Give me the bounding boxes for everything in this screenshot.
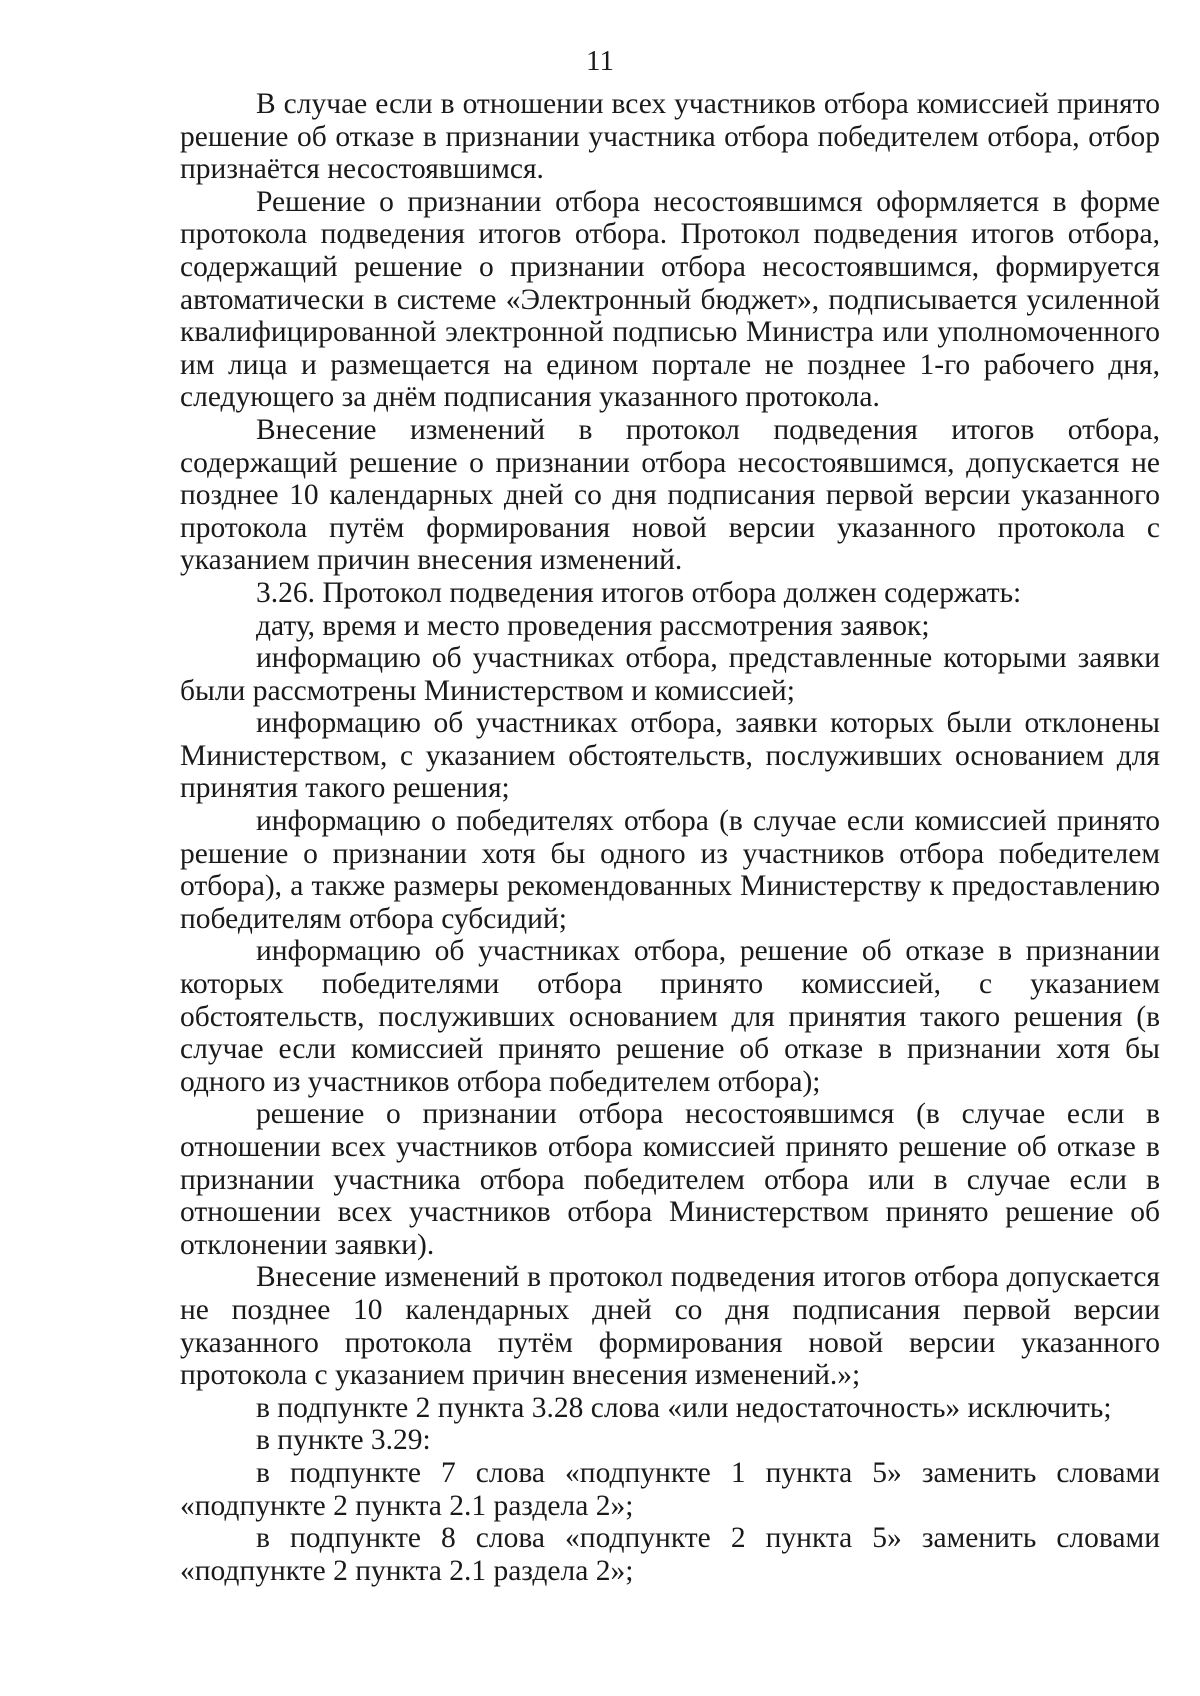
page-number: 11 [586,45,614,77]
amendment-item: в подпункте 8 слова «подпункте 2 пункта 5» заменить словами «подпункте 2 пункта 2.1 раздела 2»; [180,1522,1160,1587]
document-body [180,88,1160,1587]
section-heading-3-26: 3.26. Протокол подведения итогов отбора должен содержать: [256,576,1022,609]
list-item: информацию об участниках отбора, заявки которых были отклонены Министерством, с указанием обстоятельств, послуживших основанием для принятия такого решения; [180,707,1160,805]
list-item: информацию о победителях отбора (в случае если комиссией принято решение о признании хотя бы одного из участников отбора победителем отбора), а также размеры рекомендованных Министерству к предоставлению победителям отбора субсидий; [180,805,1160,935]
list-item: информацию об участниках отбора, представленные которыми заявки были рассмотрены Министерством и комиссией; [180,642,1160,707]
list-item: дату, время и место проведения рассмотрения заявок; [256,609,930,642]
list-item: решение о признании отбора несостоявшимся (в случае если в отношении всех участников отбора комиссией принято решение об отказе в признании участника отбора победителем отбора или в случае если в отношении всех участников отбора Министерством принято решение об отклонении заявки). [180,1098,1160,1261]
paragraph: В случае если в отношении всех участников отбора комиссией принято решение об отказе в признании участника отбора победителем отбора, отбор признаётся несостоявшимся. [180,88,1160,186]
amendment-item: в подпункте 2 пункта 3.28 слова «или недостаточность» исключить; [256,1391,1112,1424]
paragraph: Решение о признании отбора несостоявшимся оформляется в форме протокола подведения итогов отбора. Протокол подведения итогов отбора, содержащий решение о признании отбора несостоявшимся, формируется автоматически в системе «Электронный бюджет», подписывается усиленной квалифицированной электронной подписью Министра или уполномоченного им лица и размещается на едином портале не позднее 1-го рабочего дня, следующего за днём подписания указанного протокола. [180,185,1160,414]
amendment-item: в пункте 3.29: [256,1424,431,1457]
paragraph: Внесение изменений в протокол подведения итогов отбора, содержащий решение о признании отбора несостоявшимся, допускается не позднее 10 календарных дней со дня подписания первой версии указанного протокола путём формирования новой версии указанного протокола с указанием причин внесения изменений. [180,413,1160,577]
amendment-item: в подпункте 7 слова «подпункте 1 пункта 5» заменить словами «подпункте 2 пункта 2.1 раздела 2»; [180,1456,1160,1522]
paragraph: Внесение изменений в протокол подведения итогов отбора допускается не позднее 10 календарных дней со дня подписания первой версии указанного протокола путём формирования новой версии указанного протокола с указанием причин внесения изменений.»; [180,1261,1160,1392]
list-item: информацию об участниках отбора, решение об отказе в признании которых победителями отбора принято комиссией, с указанием обстоятельств, послуживших основанием для принятия такого решения (в случае если комиссией принято решение об отказе в признании хотя бы одного из участников отбора победителем отбора); [180,935,1160,1098]
